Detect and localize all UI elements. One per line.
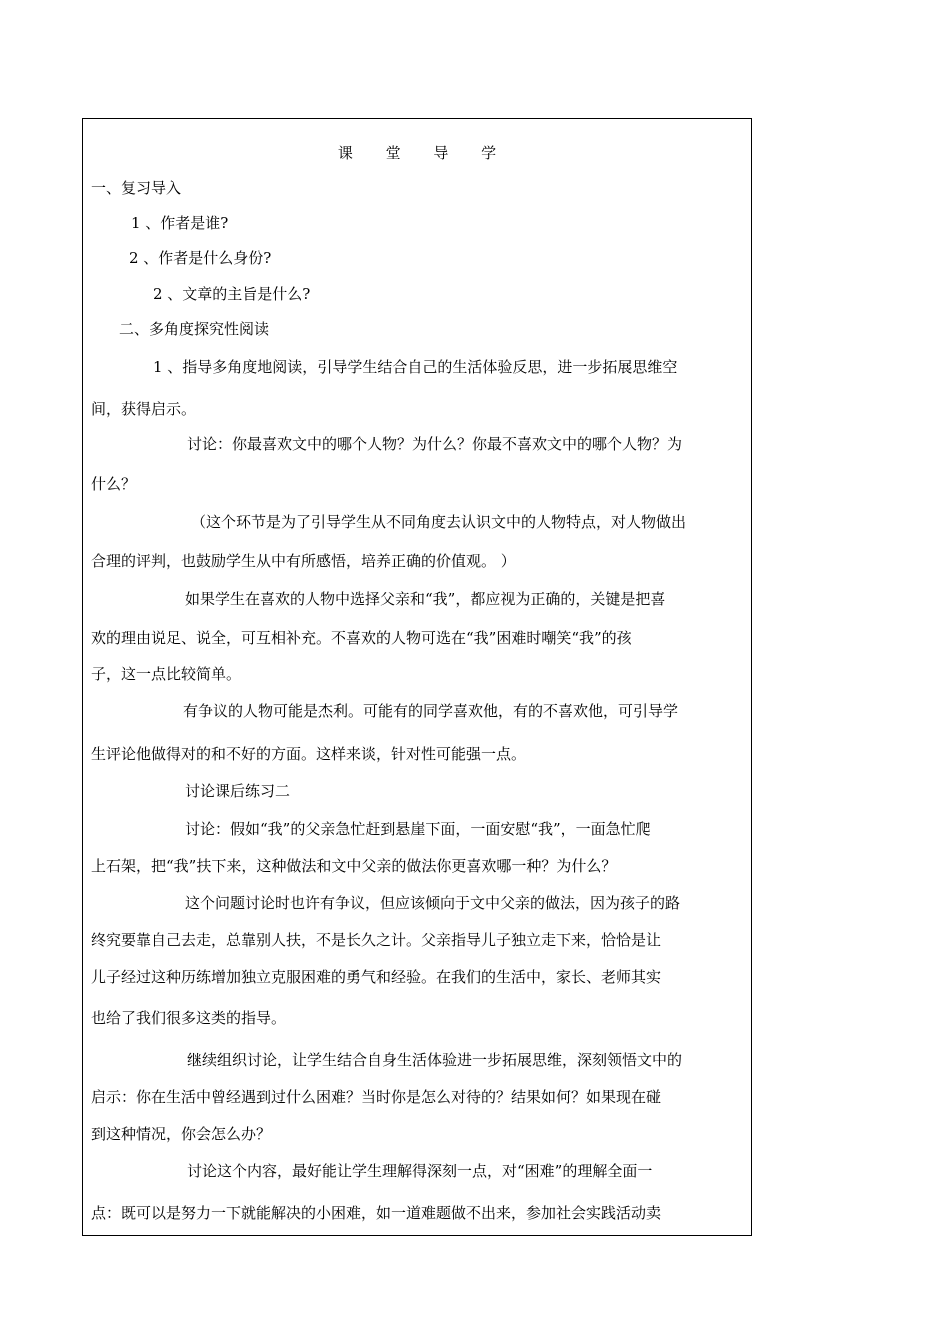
section-heading: 一、复习导入 — [91, 179, 182, 197]
paragraph-line: 有争议的人物可能是杰利。可能有的同学喜欢他，有的不喜欢他，可引导学 — [183, 702, 679, 720]
section-heading: 二、多角度探究性阅读 — [119, 320, 270, 338]
paragraph-line: 讨论：假如“我”的父亲急忙赶到悬崖下面，一面安慰“我”，一面急忙爬 — [185, 820, 651, 838]
paragraph-line: 启示：你在生活中曾经遇到过什么困难？当时你是怎么对待的？结果如何？如果现在碰 — [91, 1088, 662, 1106]
paragraph-line: 也给了我们很多这类的指导。 — [91, 1009, 287, 1027]
paragraph-line: 这个问题讨论时也许有争议，但应该倾向于文中父亲的做法，因为孩子的路 — [185, 894, 681, 912]
paragraph-line: 合理的评判，也鼓励学生从中有所感悟，培养正确的价值观。 ） — [91, 552, 516, 570]
paragraph-line: 到这种情况，你会怎么办？ — [91, 1125, 272, 1143]
paragraph-line: 什么？ — [91, 475, 137, 493]
paragraph-line: 如果学生在喜欢的人物中选择父亲和“我”，都应视为正确的，关键是把喜 — [185, 590, 666, 608]
paragraph-line: 终究要靠自己去走，总靠别人扶，不是长久之计。父亲指导儿子独立走下来，恰恰是让 — [91, 931, 662, 949]
paragraph-line: 点：既可以是努力一下就能解决的小困难，如一道难题做不出来，参加社会实践活动卖 — [91, 1204, 662, 1222]
paragraph-line: 上石架，把“我”扶下来，这种做法和文中父亲的做法你更喜欢哪一种？为什么？ — [91, 857, 617, 875]
paragraph-line: 儿子经过这种历练增加独立克服困难的勇气和经验。在我们的生活中，家长、老师其实 — [91, 968, 662, 986]
question-item: 1 、作者是谁? — [131, 214, 229, 232]
paragraph-line: 1 、指导多角度地阅读，引导学生结合自己的生活体验反思，进一步拓展思维空 — [153, 358, 678, 376]
paragraph-line: 讨论课后练习二 — [185, 782, 291, 800]
paragraph-line: （这个环节是为了引导学生从不同角度去认识文中的人物特点，对人物做出 — [191, 513, 687, 531]
question-item: 2 、文章的主旨是什么? — [153, 285, 311, 303]
paragraph-line: 生评论他做得对的和不好的方面。这样来谈，针对性可能强一点。 — [91, 745, 527, 763]
paragraph-line: 继续组织讨论，让学生结合自身生活体验进一步拓展思维，深刻领悟文中的 — [187, 1051, 683, 1069]
page-title: 课 堂 导 学 — [337, 144, 511, 162]
paragraph-line: 间，获得启示。 — [91, 400, 197, 418]
paragraph-line: 欢的理由说足、说全，可互相补充。不喜欢的人物可选在“我”困难时嘲笑“我”的孩 — [91, 629, 632, 647]
paragraph-line: 子，这一点比较简单。 — [91, 665, 242, 683]
paragraph-line: 讨论这个内容，最好能让学生理解得深刻一点，对“困难”的理解全面一 — [187, 1162, 653, 1180]
paragraph-line: 讨论：你最喜欢文中的哪个人物？为什么？你最不喜欢文中的哪个人物？为 — [187, 435, 683, 453]
question-item: 2 、作者是什么身份? — [129, 249, 272, 267]
lesson-frame — [82, 118, 752, 1236]
